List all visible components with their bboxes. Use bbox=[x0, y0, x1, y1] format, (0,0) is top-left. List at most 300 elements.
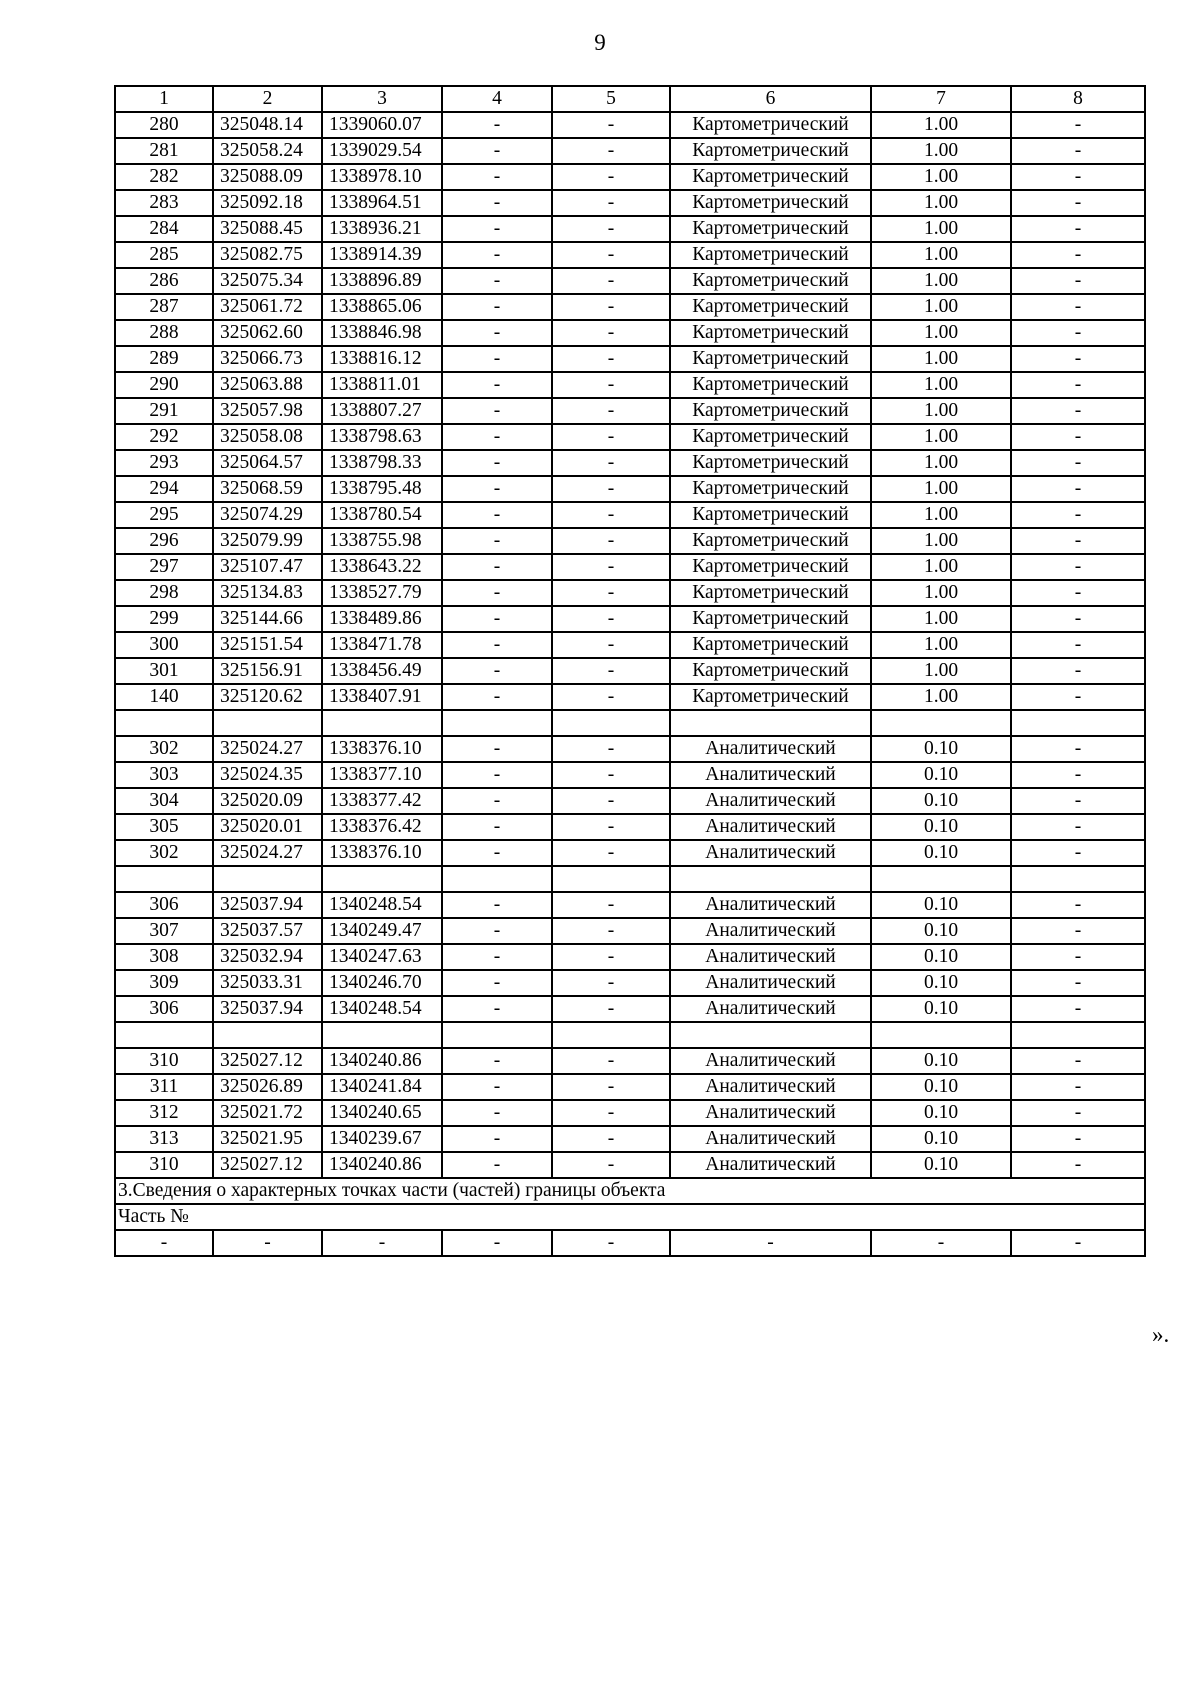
col-8-cell: - bbox=[1011, 996, 1145, 1022]
method-cell: Картометрический bbox=[670, 476, 871, 502]
method-cell: Аналитический bbox=[670, 814, 871, 840]
point-number-cell: 293 bbox=[115, 450, 213, 476]
col-4-cell: - bbox=[442, 242, 552, 268]
coord-y-cell: 1340248.54 bbox=[322, 996, 442, 1022]
accuracy-cell: 1.00 bbox=[871, 112, 1011, 138]
accuracy-cell: 1.00 bbox=[871, 268, 1011, 294]
col-4-cell: - bbox=[442, 1100, 552, 1126]
point-number-cell: 290 bbox=[115, 372, 213, 398]
coord-x-cell: 325061.72 bbox=[213, 294, 322, 320]
method-cell: Картометрический bbox=[670, 606, 871, 632]
table-row bbox=[115, 606, 1145, 632]
coord-x-cell: 325144.66 bbox=[213, 606, 322, 632]
header-row bbox=[115, 86, 1145, 112]
point-number-cell: 140 bbox=[115, 684, 213, 710]
point-number-cell bbox=[115, 866, 213, 892]
table-row bbox=[115, 684, 1145, 710]
point-number-cell: 301 bbox=[115, 658, 213, 684]
col-4-cell: - bbox=[442, 450, 552, 476]
coord-x-cell: 325068.59 bbox=[213, 476, 322, 502]
accuracy-cell: 1.00 bbox=[871, 554, 1011, 580]
point-number-cell: 285 bbox=[115, 242, 213, 268]
method-cell: Картометрический bbox=[670, 346, 871, 372]
col-4-cell: - bbox=[442, 190, 552, 216]
coord-x-cell: 325026.89 bbox=[213, 1074, 322, 1100]
col-4-cell: - bbox=[442, 320, 552, 346]
point-number-cell: 302 bbox=[115, 840, 213, 866]
method-cell: Аналитический bbox=[670, 736, 871, 762]
col-8-cell: - bbox=[1011, 684, 1145, 710]
col-5-cell: - bbox=[552, 606, 670, 632]
table-row bbox=[115, 788, 1145, 814]
point-number-cell: 311 bbox=[115, 1074, 213, 1100]
col-4-cell: - bbox=[442, 554, 552, 580]
method-cell: Аналитический bbox=[670, 892, 871, 918]
point-number-cell bbox=[115, 1022, 213, 1048]
part-cell-8: - bbox=[1011, 1230, 1145, 1256]
point-number-cell: 307 bbox=[115, 918, 213, 944]
coord-y-cell: 1338798.63 bbox=[322, 424, 442, 450]
col-8-cell: - bbox=[1011, 580, 1145, 606]
point-number-cell: 308 bbox=[115, 944, 213, 970]
col-5-cell: - bbox=[552, 1126, 670, 1152]
coord-y-cell: 1338896.89 bbox=[322, 268, 442, 294]
method-cell: Аналитический bbox=[670, 1074, 871, 1100]
separator-row bbox=[115, 1022, 1145, 1048]
point-number-cell: 306 bbox=[115, 892, 213, 918]
col-8-cell: - bbox=[1011, 788, 1145, 814]
col-5-cell: - bbox=[552, 632, 670, 658]
col-5-cell: - bbox=[552, 970, 670, 996]
col-4-cell bbox=[442, 710, 552, 736]
col-5-cell: - bbox=[552, 164, 670, 190]
method-cell: Картометрический bbox=[670, 112, 871, 138]
coord-y-cell: 1338798.33 bbox=[322, 450, 442, 476]
coord-x-cell: 325027.12 bbox=[213, 1048, 322, 1074]
col-8-cell: - bbox=[1011, 320, 1145, 346]
accuracy-cell bbox=[871, 866, 1011, 892]
col-5-cell: - bbox=[552, 762, 670, 788]
method-cell: Картометрический bbox=[670, 502, 871, 528]
col-4-cell: - bbox=[442, 216, 552, 242]
accuracy-cell: 0.10 bbox=[871, 892, 1011, 918]
col-8-cell: - bbox=[1011, 112, 1145, 138]
table-row bbox=[115, 320, 1145, 346]
accuracy-cell: 1.00 bbox=[871, 216, 1011, 242]
table-row bbox=[115, 398, 1145, 424]
coord-x-cell: 325074.29 bbox=[213, 502, 322, 528]
method-cell: Картометрический bbox=[670, 190, 871, 216]
col-8-cell: - bbox=[1011, 606, 1145, 632]
col-8-cell: - bbox=[1011, 944, 1145, 970]
table-row bbox=[115, 658, 1145, 684]
coord-x-cell: 325048.14 bbox=[213, 112, 322, 138]
col-5-cell: - bbox=[552, 658, 670, 684]
coord-y-cell: 1340246.70 bbox=[322, 970, 442, 996]
col-5-cell: - bbox=[552, 450, 670, 476]
method-cell: Картометрический bbox=[670, 554, 871, 580]
coord-x-cell: 325037.57 bbox=[213, 918, 322, 944]
table-row bbox=[115, 216, 1145, 242]
col-5-cell: - bbox=[552, 294, 670, 320]
method-cell: Картометрический bbox=[670, 580, 871, 606]
accuracy-cell: 0.10 bbox=[871, 1152, 1011, 1178]
point-number-cell: 280 bbox=[115, 112, 213, 138]
table-row bbox=[115, 944, 1145, 970]
point-number-cell: 296 bbox=[115, 528, 213, 554]
coord-y-cell: 1338376.42 bbox=[322, 814, 442, 840]
point-number-cell: 282 bbox=[115, 164, 213, 190]
point-number-cell: 300 bbox=[115, 632, 213, 658]
table-row bbox=[115, 1100, 1145, 1126]
col-8-cell: - bbox=[1011, 138, 1145, 164]
point-number-cell: 298 bbox=[115, 580, 213, 606]
col-8-cell: - bbox=[1011, 346, 1145, 372]
point-number-cell: 306 bbox=[115, 996, 213, 1022]
method-cell: Аналитический bbox=[670, 996, 871, 1022]
col-8-cell: - bbox=[1011, 164, 1145, 190]
col-5-cell: - bbox=[552, 892, 670, 918]
method-cell: Картометрический bbox=[670, 398, 871, 424]
col-4-cell: - bbox=[442, 138, 552, 164]
method-cell: Картометрический bbox=[670, 216, 871, 242]
method-cell: Аналитический bbox=[670, 944, 871, 970]
col-8-cell: - bbox=[1011, 1074, 1145, 1100]
coord-x-cell: 325021.72 bbox=[213, 1100, 322, 1126]
header-cell-7: 7 bbox=[871, 86, 1011, 112]
col-5-cell: - bbox=[552, 476, 670, 502]
col-4-cell: - bbox=[442, 112, 552, 138]
coord-x-cell: 325032.94 bbox=[213, 944, 322, 970]
accuracy-cell: 1.00 bbox=[871, 476, 1011, 502]
method-cell bbox=[670, 710, 871, 736]
coord-y-cell: 1338755.98 bbox=[322, 528, 442, 554]
header-cell-3: 3 bbox=[322, 86, 442, 112]
accuracy-cell: 1.00 bbox=[871, 398, 1011, 424]
point-number-cell: 297 bbox=[115, 554, 213, 580]
point-number-cell: 305 bbox=[115, 814, 213, 840]
col-8-cell: - bbox=[1011, 372, 1145, 398]
method-cell: Картометрический bbox=[670, 320, 871, 346]
col-4-cell: - bbox=[442, 164, 552, 190]
coord-y-cell: 1338489.86 bbox=[322, 606, 442, 632]
table-row bbox=[115, 1048, 1145, 1074]
coord-y-cell: 1338376.10 bbox=[322, 840, 442, 866]
accuracy-cell: 1.00 bbox=[871, 580, 1011, 606]
part-cell-2: - bbox=[213, 1230, 322, 1256]
col-8-cell bbox=[1011, 866, 1145, 892]
coord-x-cell: 325107.47 bbox=[213, 554, 322, 580]
point-number-cell: 291 bbox=[115, 398, 213, 424]
coord-x-cell: 325120.62 bbox=[213, 684, 322, 710]
point-number-cell bbox=[115, 710, 213, 736]
col-8-cell: - bbox=[1011, 528, 1145, 554]
method-cell: Аналитический bbox=[670, 762, 871, 788]
coord-x-cell: 325033.31 bbox=[213, 970, 322, 996]
point-number-cell: 284 bbox=[115, 216, 213, 242]
coord-x-cell: 325151.54 bbox=[213, 632, 322, 658]
point-number-cell: 281 bbox=[115, 138, 213, 164]
coord-y-cell: 1338978.10 bbox=[322, 164, 442, 190]
coord-y-cell: 1338816.12 bbox=[322, 346, 442, 372]
col-8-cell: - bbox=[1011, 268, 1145, 294]
part-label-row bbox=[115, 1204, 1145, 1230]
accuracy-cell: 1.00 bbox=[871, 450, 1011, 476]
table-row bbox=[115, 502, 1145, 528]
coord-y-cell: 1338914.39 bbox=[322, 242, 442, 268]
part-cell-4: - bbox=[442, 1230, 552, 1256]
col-8-cell: - bbox=[1011, 554, 1145, 580]
col-5-cell: - bbox=[552, 1048, 670, 1074]
coord-x-cell: 325062.60 bbox=[213, 320, 322, 346]
col-8-cell: - bbox=[1011, 450, 1145, 476]
coord-y-cell: 1340239.67 bbox=[322, 1126, 442, 1152]
point-number-cell: 287 bbox=[115, 294, 213, 320]
table-row bbox=[115, 918, 1145, 944]
col-4-cell: - bbox=[442, 632, 552, 658]
coord-y-cell: 1338471.78 bbox=[322, 632, 442, 658]
col-8-cell: - bbox=[1011, 1100, 1145, 1126]
coord-y-cell bbox=[322, 866, 442, 892]
coord-x-cell: 325037.94 bbox=[213, 996, 322, 1022]
table-row bbox=[115, 528, 1145, 554]
col-5-cell: - bbox=[552, 944, 670, 970]
col-5-cell: - bbox=[552, 814, 670, 840]
boundary-points-table bbox=[114, 85, 1146, 1257]
col-8-cell: - bbox=[1011, 242, 1145, 268]
col-4-cell: - bbox=[442, 840, 552, 866]
coord-x-cell: 325088.09 bbox=[213, 164, 322, 190]
accuracy-cell: 1.00 bbox=[871, 528, 1011, 554]
table-row bbox=[115, 814, 1145, 840]
col-5-cell: - bbox=[552, 346, 670, 372]
col-5-cell: - bbox=[552, 502, 670, 528]
col-8-cell: - bbox=[1011, 502, 1145, 528]
method-cell: Аналитический bbox=[670, 1048, 871, 1074]
accuracy-cell: 1.00 bbox=[871, 632, 1011, 658]
point-number-cell: 312 bbox=[115, 1100, 213, 1126]
col-4-cell: - bbox=[442, 1152, 552, 1178]
coord-y-cell: 1338795.48 bbox=[322, 476, 442, 502]
table-row bbox=[115, 346, 1145, 372]
col-8-cell: - bbox=[1011, 294, 1145, 320]
part-cell-6: - bbox=[670, 1230, 871, 1256]
method-cell: Картометрический bbox=[670, 684, 871, 710]
accuracy-cell: 1.00 bbox=[871, 606, 1011, 632]
table-row bbox=[115, 190, 1145, 216]
method-cell: Картометрический bbox=[670, 632, 871, 658]
accuracy-cell: 0.10 bbox=[871, 814, 1011, 840]
col-4-cell: - bbox=[442, 1126, 552, 1152]
method-cell: Картометрический bbox=[670, 164, 871, 190]
table-row bbox=[115, 892, 1145, 918]
coord-y-cell: 1338811.01 bbox=[322, 372, 442, 398]
col-4-cell bbox=[442, 1022, 552, 1048]
col-5-cell: - bbox=[552, 840, 670, 866]
col-5-cell bbox=[552, 1022, 670, 1048]
col-8-cell: - bbox=[1011, 398, 1145, 424]
coord-y-cell: 1338780.54 bbox=[322, 502, 442, 528]
col-8-cell: - bbox=[1011, 814, 1145, 840]
table-row bbox=[115, 476, 1145, 502]
method-cell: Аналитический bbox=[670, 1152, 871, 1178]
col-8-cell: - bbox=[1011, 190, 1145, 216]
col-5-cell bbox=[552, 866, 670, 892]
table-body bbox=[115, 86, 1145, 1256]
table-row bbox=[115, 996, 1145, 1022]
col-5-cell: - bbox=[552, 268, 670, 294]
col-8-cell: - bbox=[1011, 216, 1145, 242]
col-5-cell: - bbox=[552, 580, 670, 606]
col-5-cell: - bbox=[552, 736, 670, 762]
coord-y-cell: 1338376.10 bbox=[322, 736, 442, 762]
coord-y-cell: 1338846.98 bbox=[322, 320, 442, 346]
col-8-cell: - bbox=[1011, 1152, 1145, 1178]
coord-y-cell bbox=[322, 710, 442, 736]
coord-x-cell: 325082.75 bbox=[213, 242, 322, 268]
method-cell: Аналитический bbox=[670, 840, 871, 866]
coord-y-cell: 1338865.06 bbox=[322, 294, 442, 320]
separator-row bbox=[115, 866, 1145, 892]
coord-y-cell: 1340240.65 bbox=[322, 1100, 442, 1126]
col-5-cell: - bbox=[552, 190, 670, 216]
col-5-cell: - bbox=[552, 424, 670, 450]
method-cell: Аналитический bbox=[670, 788, 871, 814]
accuracy-cell: 0.10 bbox=[871, 788, 1011, 814]
point-number-cell: 313 bbox=[115, 1126, 213, 1152]
col-4-cell: - bbox=[442, 528, 552, 554]
coord-x-cell: 325058.24 bbox=[213, 138, 322, 164]
accuracy-cell bbox=[871, 710, 1011, 736]
part-data-row bbox=[115, 1230, 1145, 1256]
col-4-cell: - bbox=[442, 346, 552, 372]
col-4-cell: - bbox=[442, 424, 552, 450]
coord-y-cell: 1340241.84 bbox=[322, 1074, 442, 1100]
table-row bbox=[115, 554, 1145, 580]
table-row bbox=[115, 424, 1145, 450]
method-cell: Аналитический bbox=[670, 1126, 871, 1152]
point-number-cell: 283 bbox=[115, 190, 213, 216]
accuracy-cell: 0.10 bbox=[871, 736, 1011, 762]
col-4-cell: - bbox=[442, 970, 552, 996]
col-5-cell: - bbox=[552, 918, 670, 944]
col-5-cell: - bbox=[552, 138, 670, 164]
coord-y-cell: 1340248.54 bbox=[322, 892, 442, 918]
col-5-cell: - bbox=[552, 684, 670, 710]
coord-y-cell: 1338807.27 bbox=[322, 398, 442, 424]
accuracy-cell: 0.10 bbox=[871, 1126, 1011, 1152]
col-8-cell: - bbox=[1011, 424, 1145, 450]
col-4-cell: - bbox=[442, 398, 552, 424]
accuracy-cell: 0.10 bbox=[871, 1100, 1011, 1126]
col-4-cell: - bbox=[442, 268, 552, 294]
table-row bbox=[115, 164, 1145, 190]
col-4-cell: - bbox=[442, 372, 552, 398]
col-5-cell: - bbox=[552, 788, 670, 814]
coord-x-cell: 325063.88 bbox=[213, 372, 322, 398]
coord-x-cell: 325021.95 bbox=[213, 1126, 322, 1152]
accuracy-cell: 0.10 bbox=[871, 1074, 1011, 1100]
table-row bbox=[115, 736, 1145, 762]
col-4-cell: - bbox=[442, 502, 552, 528]
col-8-cell: - bbox=[1011, 1048, 1145, 1074]
accuracy-cell: 0.10 bbox=[871, 970, 1011, 996]
col-8-cell: - bbox=[1011, 658, 1145, 684]
coord-y-cell: 1339029.54 bbox=[322, 138, 442, 164]
point-number-cell: 292 bbox=[115, 424, 213, 450]
table-row bbox=[115, 268, 1145, 294]
coord-x-cell: 325024.27 bbox=[213, 736, 322, 762]
method-cell: Картометрический bbox=[670, 268, 871, 294]
col-5-cell: - bbox=[552, 216, 670, 242]
coord-y-cell: 1340240.86 bbox=[322, 1152, 442, 1178]
accuracy-cell: 1.00 bbox=[871, 502, 1011, 528]
accuracy-cell: 0.10 bbox=[871, 840, 1011, 866]
coord-x-cell: 325037.94 bbox=[213, 892, 322, 918]
point-number-cell: 295 bbox=[115, 502, 213, 528]
col-5-cell: - bbox=[552, 320, 670, 346]
coord-x-cell: 325156.91 bbox=[213, 658, 322, 684]
coord-x-cell: 325027.12 bbox=[213, 1152, 322, 1178]
accuracy-cell: 1.00 bbox=[871, 346, 1011, 372]
col-8-cell: - bbox=[1011, 970, 1145, 996]
coord-x-cell: 325092.18 bbox=[213, 190, 322, 216]
col-4-cell: - bbox=[442, 788, 552, 814]
accuracy-cell: 1.00 bbox=[871, 164, 1011, 190]
col-4-cell: - bbox=[442, 918, 552, 944]
coord-y-cell: 1338456.49 bbox=[322, 658, 442, 684]
part-cell-5: - bbox=[552, 1230, 670, 1256]
table-row bbox=[115, 294, 1145, 320]
col-4-cell: - bbox=[442, 944, 552, 970]
col-4-cell: - bbox=[442, 1048, 552, 1074]
part-cell-3: - bbox=[322, 1230, 442, 1256]
col-8-cell: - bbox=[1011, 918, 1145, 944]
table-row bbox=[115, 112, 1145, 138]
coord-x-cell: 325088.45 bbox=[213, 216, 322, 242]
coord-y-cell bbox=[322, 1022, 442, 1048]
coord-x-cell: 325134.83 bbox=[213, 580, 322, 606]
accuracy-cell: 0.10 bbox=[871, 944, 1011, 970]
col-8-cell: - bbox=[1011, 632, 1145, 658]
col-8-cell: - bbox=[1011, 762, 1145, 788]
part-cell-1: - bbox=[115, 1230, 213, 1256]
col-4-cell: - bbox=[442, 658, 552, 684]
accuracy-cell: 0.10 bbox=[871, 918, 1011, 944]
accuracy-cell: 1.00 bbox=[871, 424, 1011, 450]
accuracy-cell: 1.00 bbox=[871, 138, 1011, 164]
accuracy-cell: 1.00 bbox=[871, 190, 1011, 216]
col-8-cell: - bbox=[1011, 1126, 1145, 1152]
col-5-cell: - bbox=[552, 112, 670, 138]
table-row bbox=[115, 632, 1145, 658]
coord-x-cell: 325020.09 bbox=[213, 788, 322, 814]
coord-x-cell: 325024.27 bbox=[213, 840, 322, 866]
coord-x-cell bbox=[213, 710, 322, 736]
coord-x-cell: 325064.57 bbox=[213, 450, 322, 476]
accuracy-cell: 1.00 bbox=[871, 294, 1011, 320]
header-cell-8: 8 bbox=[1011, 86, 1145, 112]
col-5-cell: - bbox=[552, 398, 670, 424]
coord-y-cell: 1338964.51 bbox=[322, 190, 442, 216]
method-cell: Картометрический bbox=[670, 294, 871, 320]
coord-y-cell: 1338377.10 bbox=[322, 762, 442, 788]
header-cell-5: 5 bbox=[552, 86, 670, 112]
header-cell-4: 4 bbox=[442, 86, 552, 112]
header-cell-2: 2 bbox=[213, 86, 322, 112]
closing-quote-mark: ». bbox=[1152, 1322, 1170, 1347]
method-cell: Картометрический bbox=[670, 424, 871, 450]
